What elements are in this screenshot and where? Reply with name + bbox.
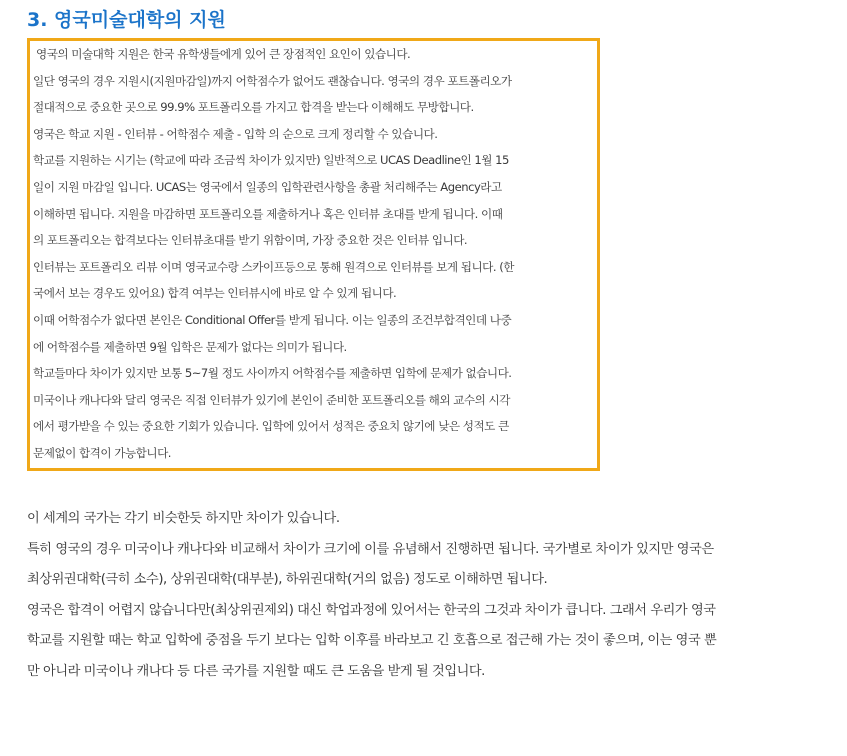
body-paragraphs <box>27 504 837 687</box>
box-line: 영국은 학교 지원 - 인터뷰 - 어학점수 제출 - 입학 의 순으로 크게 정리할 수 있습니다. <box>33 126 438 141</box>
body-line: 학교를 지원할 때는 학교 입학에 중점을 두기 보다는 입학 이후를 바라보고 긴 호흡으로 접근해 가는 것이 좋으며, 이는 영국 뿐 <box>27 633 717 648</box>
box-line: 문제없이 합격이 가능합니다. <box>33 445 171 460</box>
section-title: 3. 영국미술대학의 지원 <box>27 9 226 31</box>
highlight-box <box>27 38 600 471</box>
box-line: 영국의 미술대학 지원은 한국 유학생들에게 있어 큰 장점적인 요인이 있습니다. <box>36 47 411 61</box>
box-line: 일단 영국의 경우 지원시(지원마감일)까지 어학점수가 없어도 괜찮습니다. 영국의 경우 포트폴리오가 <box>33 73 512 88</box>
box-line: 인터뷰는 포트폴리오 리뷰 이며 영국교수랑 스카이프등으로 통해 원격으로 인터뷰를 보게 됩니다. (한 <box>33 259 514 274</box>
body-line: 만 아니라 미국이나 캐나다 등 다른 국가를 지원할 때도 큰 도움을 받게 될 것입니다. <box>27 663 485 679</box>
box-line: 학교들마다 차이가 있지만 보통 5~7월 정도 사이까지 어학점수를 제출하면 입학에 문제가 없습니다. <box>33 366 512 381</box>
box-line: 일이 지원 마감일 입니다. UCAS는 영국에서 일종의 입학관련사항을 총괄 처리해주는 Agency라고 <box>33 179 502 194</box>
body-line: 특히 영국의 경우 미국이나 캐나다와 비교해서 차이가 크기에 이를 유념해서 진행하면 됩니다. 국가별로 차이가 있지만 영국은 <box>27 541 714 557</box>
box-line: 이때 어학점수가 없다면 본인은 Conditional Offer를 받게 됩니다. 이는 일종의 조건부합격인데 나중 <box>33 312 512 327</box>
box-line: 미국이나 캐나다와 달리 영국은 직접 인터뷰가 있기에 본인이 준비한 포트폴리오를 해외 교수의 시각 <box>33 392 510 407</box>
box-line: 학교를 지원하는 시기는 (학교에 따라 조금씩 차이가 있지만) 일반적으로 UCAS Deadline인 1월 15 <box>33 153 509 168</box>
body-line: 이 세계의 국가는 각기 비슷한듯 하지만 차이가 있습니다. <box>27 511 340 526</box>
box-line: 에서 평가받을 수 있는 중요한 기회가 있습니다. 입학에 있어서 성적은 중요치 않기에 낮은 성적도 큰 <box>33 419 509 434</box>
box-line: 국에서 보는 경우도 있어요) 합격 여부는 인터뷰시에 바로 알 수 있게 됩니다. <box>33 286 397 301</box>
box-line: 에 어학점수를 제출하면 9월 입학은 문제가 없다는 의미가 됩니다. <box>33 339 347 354</box>
highlight-box-text <box>33 41 603 467</box>
body-line: 영국은 합격이 어렵지 않습니다만(최상위권제외) 대신 학업과정에 있어서는 한국의 그것과 차이가 큽니다. 그래서 우리가 영국 <box>27 602 716 618</box>
box-line: 의 포트폴리오는 합격보다는 인터뷰초대를 받기 위함이며, 가장 중요한 것은 인터뷰 입니다. <box>33 233 468 248</box>
box-line: 이해하면 됩니다. 지원을 마감하면 포트폴리오를 제출하거나 혹은 인터뷰 초대를 받게 됩니다. 이때 <box>33 206 503 221</box>
box-line: 절대적으로 중요한 곳으로 99.9% 포트폴리오를 가지고 합격을 받는다 이해해도 무방합니다. <box>33 100 474 115</box>
body-line: 최상위권대학(극히 소수), 상위권대학(대부분), 하위권대학(거의 없음) 정도로 이해하면 됩니다. <box>27 572 548 587</box>
